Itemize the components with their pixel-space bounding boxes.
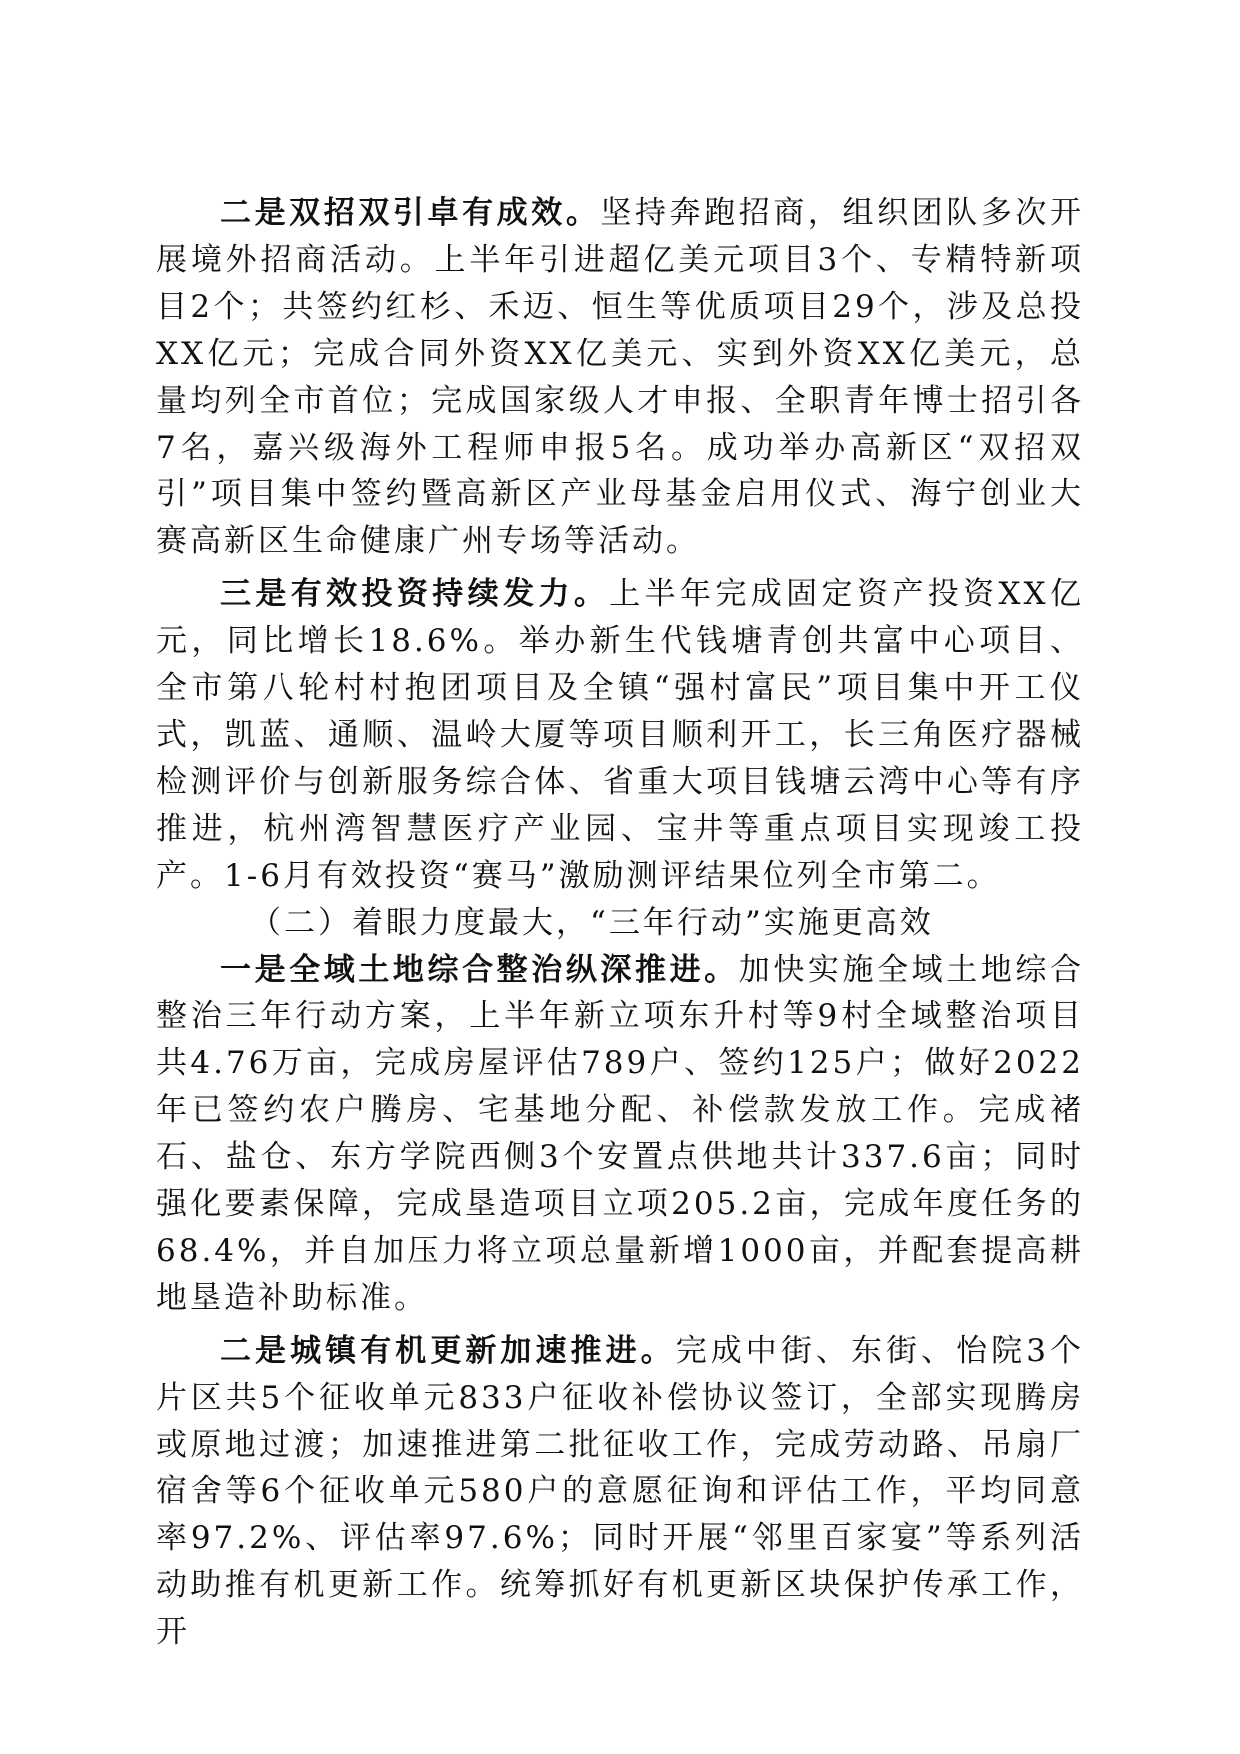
paragraph-investment-attraction (156, 190, 1084, 565)
paragraph-effective-investment (156, 571, 1084, 899)
paragraph-text: 完成中街、东街、怡院3个片区共5个征收单元833户征收补偿协议签订，全部实现腾房或原地过渡；加速推进第二批征收工作，完成劳动路、吊扇厂宿舍等6个征收单元580户的意愿征询和评估工作，平均同意率97.2%、评估率97.6%；同时开展“邻里百家宴”等系列活动助推有机更新工作。统筹抓好有机更新区块保护传承工作，开 (156, 1332, 1084, 1651)
paragraph-text: 加快实施全域土地综合整治三年行动方案，上半年新立项东升村等9村全域整治项目共4.76万亩，完成房屋评估789户、签约125户；做好2022年已签约农户腾房、宅基地分配、补偿款发放工作。完成褚石、盐仓、东方学院西侧3个安置点供地共计337.6亩；同时强化要素保障，完成垦造项目立项205.2亩，完成年度任务的68.4%，并自加压力将立项总量新增1000亩，并配套提高耕地垦造补助标准。 (156, 951, 1084, 1316)
document-body (156, 190, 1084, 1656)
paragraph-land-consolidation (156, 947, 1084, 1322)
paragraph-text: 上半年完成固定资产投资XX亿元，同比增长18.6%。举办新生代钱塘青创共富中心项目、全市第八轮村村抱团项目及全镇“强村富民”项目集中开工仪式，凯蓝、通顺、温岭大厦等项目顺利开工，长三角医疗器械检测评价与创新服务综合体、省重大项目钱塘云湾中心等有序推进，杭州湾智慧医疗产业园、宝井等重点项目实现竣工投产。1-6月有效投资“赛马”激励测评结果位列全市第二。 (156, 576, 1085, 894)
paragraph-lead: 二是城镇有机更新加速推进。 (220, 1332, 676, 1369)
paragraph-lead: 三是有效投资持续发力。 (220, 576, 610, 613)
paragraph-urban-renewal (156, 1328, 1084, 1656)
paragraph-lead: 一是全域土地综合整治纵深推进。 (220, 951, 739, 988)
paragraph-text: 坚持奔跑招商，组织团队多次开展境外招商活动。上半年引进超亿美元项目3个、专精特新项目2个；共签约红杉、禾迈、恒生等优质项目29个，涉及总投XX亿元；完成合同外资XX亿美元、实到外资XX亿美元，总量均列全市首位；完成国家级人才申报、全职青年博士招引各7名，嘉兴级海外工程师申报5名。成功举办高新区“双招双引”项目集中签约暨高新区产业母基金启用仪式、海宁创业大赛高新区生命健康广州专场等活动。 (156, 195, 1085, 560)
paragraph-lead: 二是双招双引卓有成效。 (220, 195, 601, 231)
section-heading: （二）着眼力度最大，“三年行动”实施更高效 (250, 904, 934, 941)
